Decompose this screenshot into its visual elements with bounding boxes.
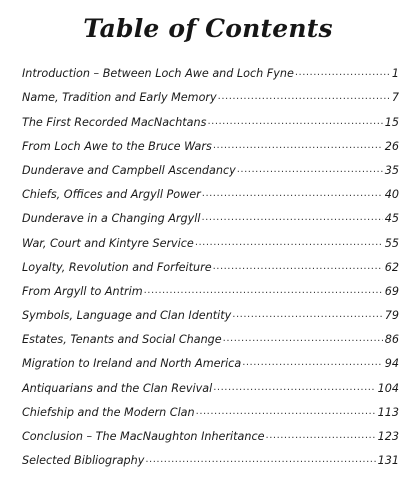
toc-entry[interactable] — [22, 90, 399, 114]
dot-leader — [213, 260, 383, 271]
dot-leader — [223, 332, 383, 343]
dot-leader — [195, 235, 383, 246]
toc-entry-title: Chiefs, Offices and Argyll Power — [22, 188, 201, 202]
toc-entry-title: Chiefship and the Modern Clan — [22, 405, 195, 419]
toc-entry-page-number: 123 — [377, 430, 399, 443]
table-of-contents — [22, 66, 399, 477]
toc-entry-page-number: 79 — [384, 309, 399, 323]
toc-entry-page-number: 15 — [384, 115, 399, 129]
toc-entry[interactable] — [22, 405, 399, 429]
toc-entry-title: War, Court and Kintyre Service — [22, 236, 194, 250]
dot-leader — [242, 356, 383, 367]
dot-leader — [201, 211, 382, 222]
toc-entry-title: From Loch Awe to the Bruce Wars — [22, 139, 212, 153]
toc-entry-title: From Argyll to Antrim — [22, 284, 143, 298]
dot-leader — [202, 187, 383, 198]
toc-entry-page-number: 1 — [391, 67, 399, 81]
toc-entry[interactable] — [22, 163, 399, 187]
toc-entry-page-number: 45 — [384, 212, 399, 226]
toc-entry-title: Selected Bibliography — [22, 454, 145, 468]
toc-entry[interactable] — [22, 187, 399, 211]
toc-entry-page-number: 7 — [391, 91, 399, 105]
dot-leader — [237, 163, 383, 174]
toc-entry-page-number: 40 — [384, 188, 399, 202]
toc-entry[interactable] — [22, 260, 399, 284]
toc-entry-title: Migration to Ireland and North America — [22, 357, 242, 371]
dot-leader — [196, 405, 376, 416]
toc-entry[interactable] — [22, 332, 399, 356]
dot-leader — [295, 66, 389, 77]
toc-entry-page-number: 62 — [384, 260, 399, 274]
toc-entry-title: Name, Tradition and Early Memory — [22, 91, 217, 105]
toc-entry-page-number: 55 — [384, 236, 399, 250]
toc-entry-title: Estates, Tenants and Social Change — [22, 333, 222, 347]
toc-entry[interactable] — [22, 308, 399, 332]
toc-entry[interactable] — [22, 139, 399, 163]
dot-leader — [213, 139, 383, 150]
toc-entry-page-number: 94 — [384, 357, 399, 371]
page-title: Table of Contents — [83, 14, 333, 43]
dot-leader — [145, 453, 375, 464]
toc-entry-title: Dunderave and Campbell Ascendancy — [22, 163, 236, 177]
toc-entry[interactable] — [22, 235, 399, 259]
toc-entry-page-number: 35 — [384, 163, 399, 177]
toc-entry[interactable] — [22, 211, 399, 235]
dot-leader — [207, 114, 382, 125]
dot-leader — [232, 308, 382, 319]
toc-entry-title: Conclusion – The MacNaughton Inheritance — [22, 430, 265, 443]
toc-entry[interactable] — [22, 356, 399, 380]
toc-entry-page-number: 69 — [384, 284, 399, 298]
toc-entry[interactable] — [22, 380, 399, 404]
toc-entry-page-number: 104 — [377, 381, 399, 395]
toc-entry[interactable] — [22, 429, 399, 453]
toc-entry-title: Symbols, Language and Clan Identity — [22, 309, 232, 323]
dot-leader — [144, 284, 383, 295]
toc-entry-title: Antiquarians and the Clan Revival — [22, 381, 213, 395]
toc-entry[interactable] — [22, 66, 399, 90]
dot-leader — [266, 429, 376, 440]
toc-entry-title: Dunderave in a Changing Argyll — [22, 212, 201, 226]
toc-entry-page-number: 86 — [384, 333, 399, 347]
toc-entry[interactable] — [22, 114, 399, 138]
toc-entry-page-number: 26 — [384, 139, 399, 153]
toc-entry-title: The First Recorded MacNachtans — [22, 115, 207, 129]
toc-entry[interactable] — [22, 284, 399, 308]
dot-leader — [213, 380, 375, 391]
toc-entry-title: Loyalty, Revolution and Forfeiture — [22, 260, 212, 274]
toc-entry[interactable] — [22, 453, 399, 477]
toc-entry-page-number: 113 — [377, 405, 399, 419]
toc-entry-title: Introduction – Between Loch Awe and Loch Fyne — [22, 67, 294, 81]
toc-entry-page-number: 131 — [377, 454, 399, 468]
dot-leader — [218, 90, 389, 101]
